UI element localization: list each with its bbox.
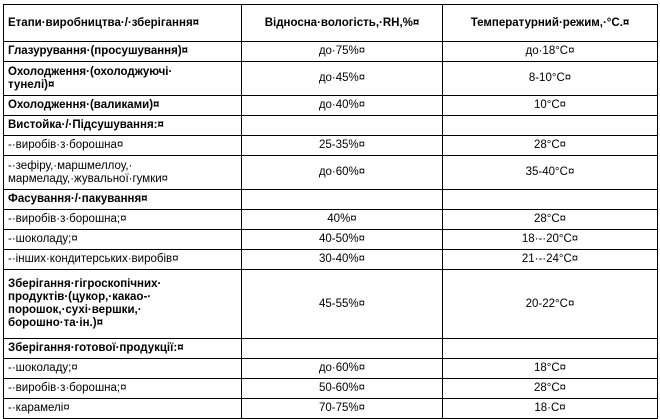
humidity-cell: 50-60%¤ bbox=[242, 379, 443, 399]
table-row bbox=[4, 230, 658, 250]
humidity-cell: 70-75%¤ bbox=[242, 399, 443, 419]
stage-cell: Глазурування·(просушування)¤ bbox=[4, 42, 242, 62]
temperature-cell: 8-10°С¤ bbox=[443, 62, 658, 96]
temperature-cell bbox=[443, 116, 658, 136]
table-row bbox=[4, 42, 658, 62]
temperature-cell: 28°С¤ bbox=[443, 210, 658, 230]
stage-cell: Зберігання·гігроскопічних· продуктів·(цукор,·какао-· порошок,·сухі·вершки,· борошно·та·ін.)¤ bbox=[4, 270, 242, 339]
table-section-row bbox=[4, 190, 658, 210]
section-label-cell: Зберігання·готової·продукції:¤ bbox=[4, 339, 242, 359]
stage-cell: Охолодження·(валиками)¤ bbox=[4, 96, 242, 116]
table-row bbox=[4, 270, 658, 339]
storage-conditions-table bbox=[3, 4, 658, 419]
table-row bbox=[4, 96, 658, 116]
humidity-cell: до·60%¤ bbox=[242, 359, 443, 379]
stage-cell: Охолодження·(охолоджуючі· тунелі)¤ bbox=[4, 62, 242, 96]
humidity-cell: 40%¤ bbox=[242, 210, 443, 230]
temperature-cell: до·18°С¤ bbox=[443, 42, 658, 62]
table-row bbox=[4, 62, 658, 96]
humidity-cell: 40-50%¤ bbox=[242, 230, 443, 250]
temperature-cell bbox=[443, 190, 658, 210]
humidity-cell: 45-55%¤ bbox=[242, 270, 443, 339]
humidity-cell: 25-35%¤ bbox=[242, 136, 443, 156]
header-stage: Етапи·виробництва·/·зберігання¤ bbox=[4, 5, 242, 42]
temperature-cell: 18·-·20°С¤ bbox=[443, 230, 658, 250]
humidity-cell: до·75%¤ bbox=[242, 42, 443, 62]
table-row bbox=[4, 379, 658, 399]
temperature-cell: 18·С¤ bbox=[443, 399, 658, 419]
section-label-cell: Фасування·/·пакування¤ bbox=[4, 190, 242, 210]
section-label-cell: Вистойка·/·Підсушування:¤ bbox=[4, 116, 242, 136]
table-header-row bbox=[4, 5, 658, 42]
temperature-cell: 28°С¤ bbox=[443, 136, 658, 156]
header-temperature: Температурний·режим,·°С.¤ bbox=[443, 5, 658, 42]
humidity-cell: до·60%¤ bbox=[242, 156, 443, 190]
temperature-cell: 35-40°С¤ bbox=[443, 156, 658, 190]
stage-cell: -·виробів·з·борошна;¤ bbox=[4, 379, 242, 399]
table-row bbox=[4, 210, 658, 230]
table-row bbox=[4, 156, 658, 190]
table-section-row bbox=[4, 339, 658, 359]
stage-cell: -·інших·кондитерських·виробів¤ bbox=[4, 250, 242, 270]
temperature-cell: 28°С¤ bbox=[443, 379, 658, 399]
stage-cell: -·зефіру,·маршмеллоу,· мармеладу,·жувальної·гумки¤ bbox=[4, 156, 242, 190]
stage-cell: -·шоколаду;¤ bbox=[4, 359, 242, 379]
table-row bbox=[4, 359, 658, 379]
humidity-cell: 30-40%¤ bbox=[242, 250, 443, 270]
humidity-cell bbox=[242, 116, 443, 136]
table-row bbox=[4, 399, 658, 419]
stage-cell: -·карамелі¤ bbox=[4, 399, 242, 419]
stage-cell: -·шоколаду;¤ bbox=[4, 230, 242, 250]
temperature-cell: 18°С¤ bbox=[443, 359, 658, 379]
temperature-cell: 10°С¤ bbox=[443, 96, 658, 116]
temperature-cell bbox=[443, 339, 658, 359]
humidity-cell: до·45%¤ bbox=[242, 62, 443, 96]
temperature-cell: 20-22°С¤ bbox=[443, 270, 658, 339]
table-row bbox=[4, 250, 658, 270]
stage-cell: -·виробів·з·борошна¤ bbox=[4, 136, 242, 156]
humidity-cell bbox=[242, 190, 443, 210]
header-humidity: Відносна·вологість,·RH,%¤ bbox=[242, 5, 443, 42]
humidity-cell: до·40%¤ bbox=[242, 96, 443, 116]
temperature-cell: 21·-·24°С¤ bbox=[443, 250, 658, 270]
table-section-row bbox=[4, 116, 658, 136]
stage-cell: -·виробів·з·борошна;¤ bbox=[4, 210, 242, 230]
humidity-cell bbox=[242, 339, 443, 359]
table-row bbox=[4, 136, 658, 156]
